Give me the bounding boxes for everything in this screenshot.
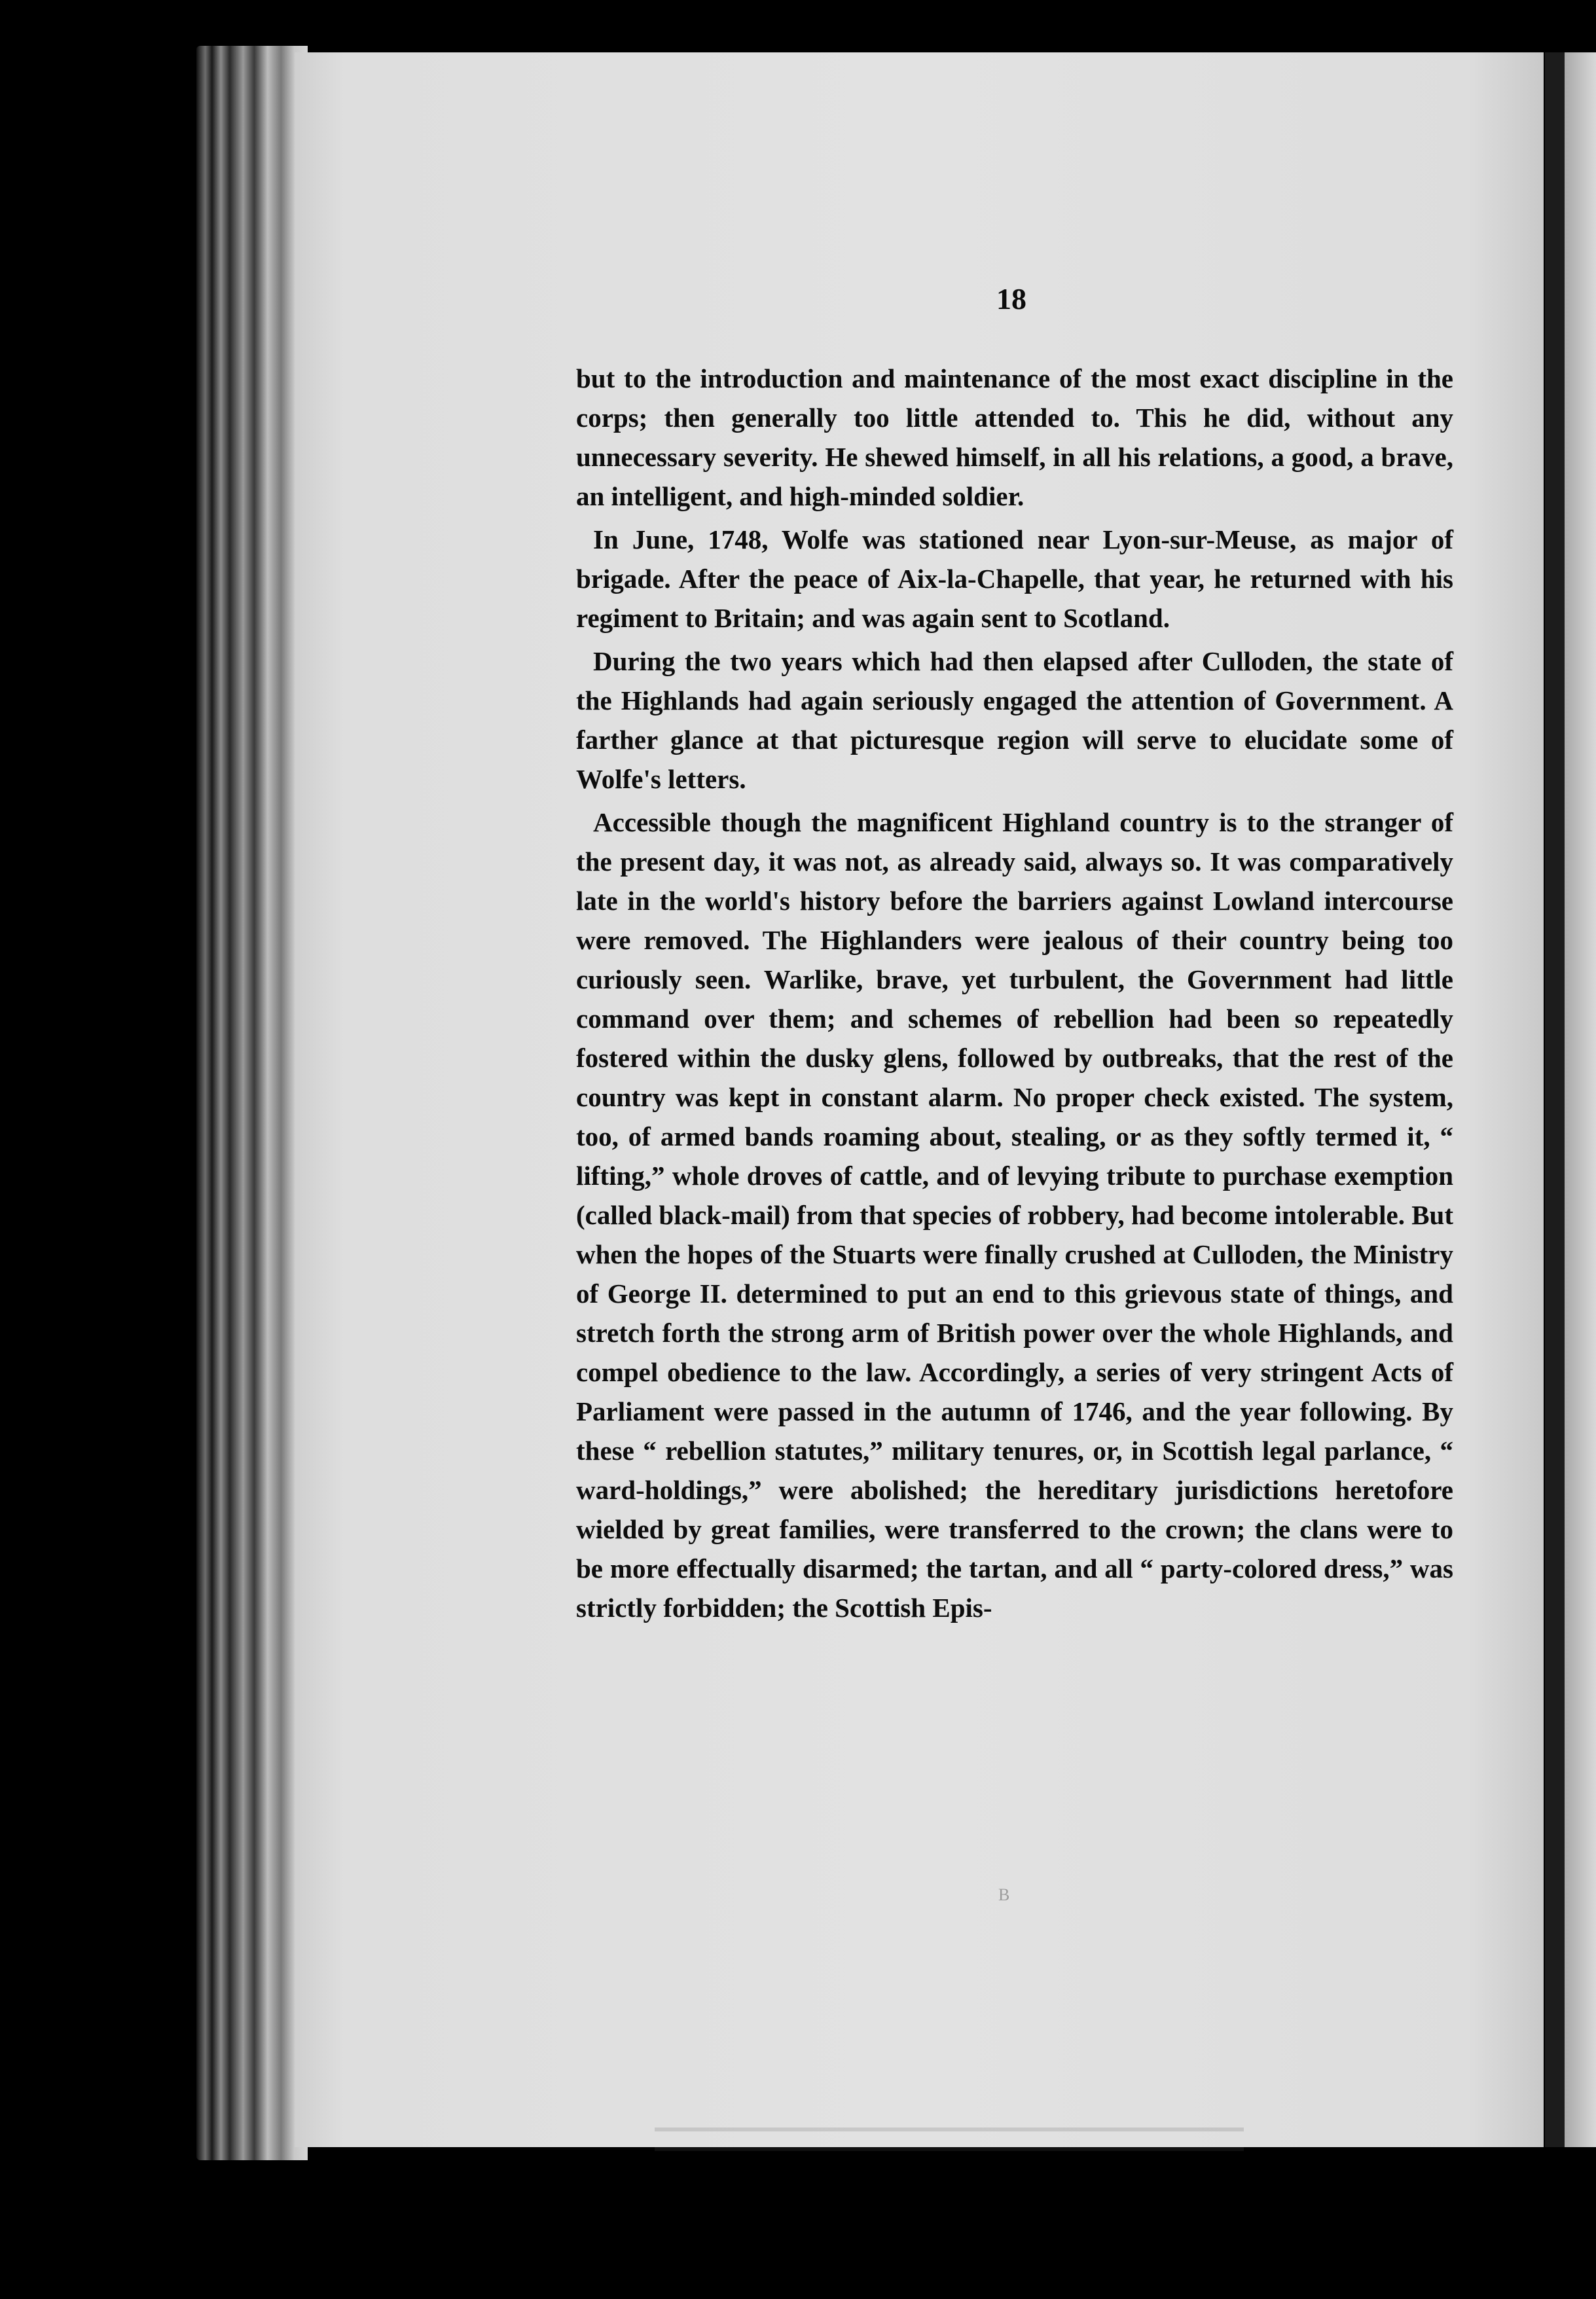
paragraph-2: In June, 1748, Wolfe was stationed near Lyon-sur-Meuse, as major of brigade. After the peace of Aix-la-Chapelle, that year, he returned with his regiment to Britain; and was again sent to Scotland. (576, 524, 1453, 633)
paragraph-1: but to the introduction and maintenance of the most exact discipline in the corps; then generally too little attended to. This he did, without any unnecessary severity. He shewed himself, in all his relations, a good, a brave, an intelligent, and high-minded soldier. (576, 363, 1453, 511)
library-stamp-bleedthrough (655, 2121, 1244, 2167)
body-text (576, 359, 1453, 1627)
book-page-edges (196, 46, 308, 2160)
paragraph-3: During the two years which had then elapsed after Culloden, the state of the Highlands had again seriously engaged the attention of Government. A farther glance at that picturesque region will serve to elucidate some of Wolfe's letters. (576, 646, 1453, 794)
paragraph-4: Accessible though the magnificent Highland country is to the stranger of the present day, it was not, as already said, always so. It was comparatively late in the world's history before the barriers against Lowland intercourse were removed. The Highlanders were jealous of their country being too curiously seen. Warlike, brave, yet turbulent, the Government had little command over them; and schemes of rebellion had been so repeatedly fostered within the dusky glens, followed by outbreaks, that the rest of the country was kept in constant alarm. No proper check existed. The system, too, of armed bands roaming about, stealing, or as they softly termed it, “ lifting,” whole droves of cattle, and of levying tribute to purchase exemption (called black-mail) from that species of robbery, had become intolerable. But when the hopes of the Stuarts were finally crushed at Culloden, the Ministry of George II. determined to put an end to this grievous state of things, and stretch forth the strong arm of British power over the whole Highlands, and compel obedience to the law. Accordingly, a series of very stringent Acts of Parliament were passed in the autumn of 1746, and the year following. By these “ rebellion statutes,” military tenures, or, in Scottish legal parlance, “ ward-holdings,” were abolished; the hereditary jurisdictions heretofore wielded by great families, were transferred to the crown; the clans were to be more effectually disarmed; the tartan, and all “ party-colored dress,” was strictly forbidden; the Scottish Epis- (576, 807, 1453, 1623)
facing-page-edge (1565, 52, 1596, 2147)
signature-mark: B (998, 1885, 1010, 1904)
facing-page-gutter (1545, 52, 1565, 2147)
page-number: 18 (996, 282, 1026, 316)
